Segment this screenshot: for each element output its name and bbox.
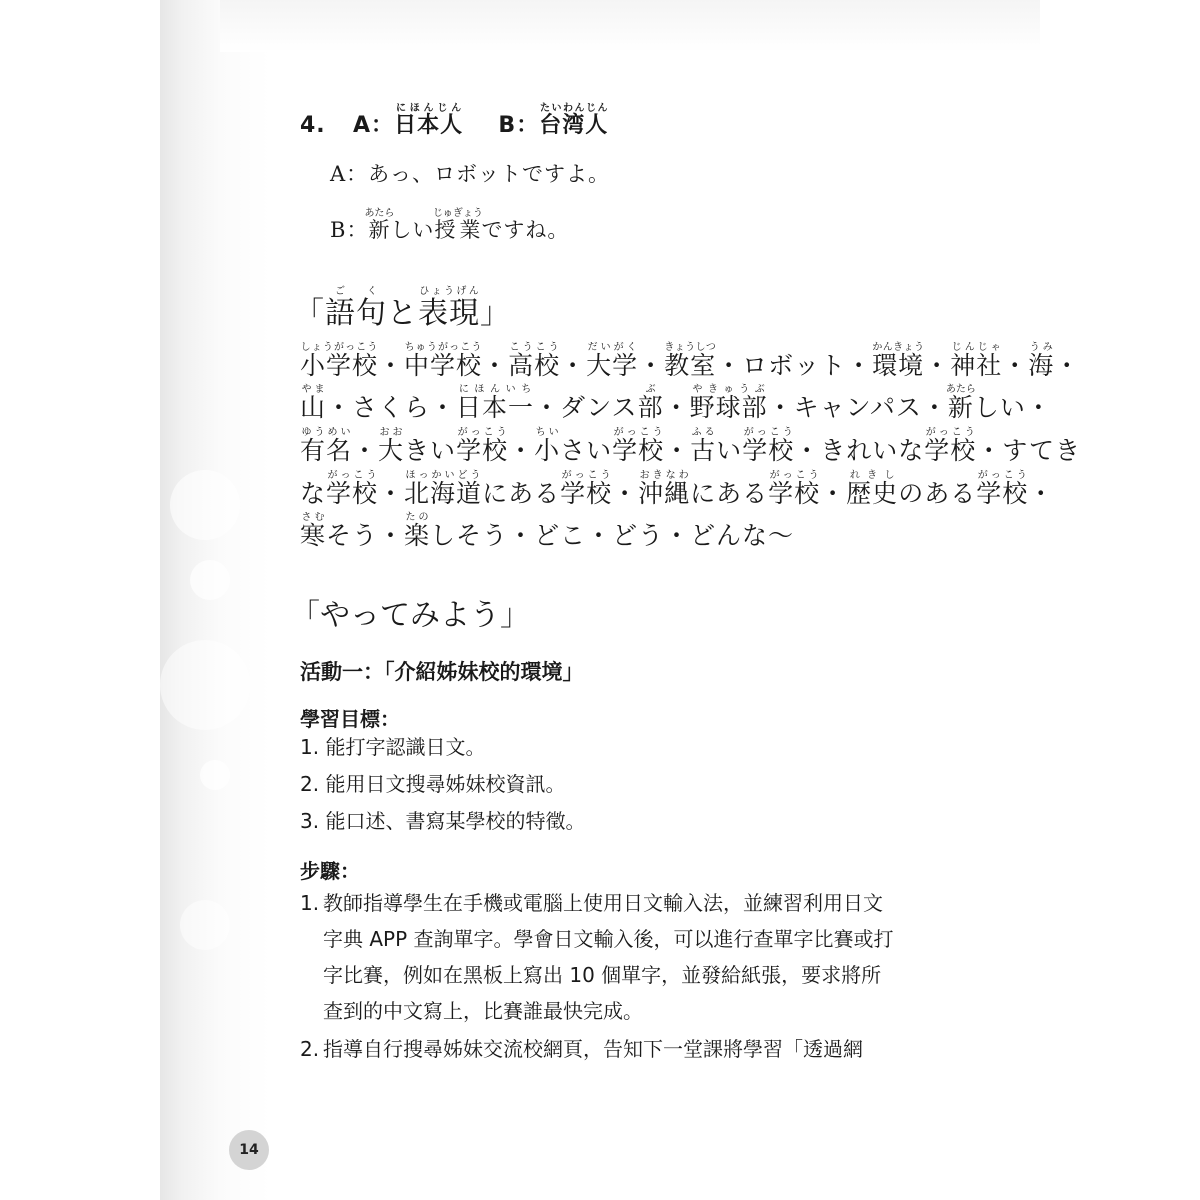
steps-heading: 步驟： <box>300 859 360 883</box>
text-run: ・ <box>1028 479 1055 508</box>
text-run: そう・ <box>326 521 405 550</box>
text-run: ・きれいな <box>794 436 925 465</box>
step-line: 教師指導學生在手機或電腦上使用日文輸入法，並練習利用日文 <box>323 891 883 915</box>
speaker-b-name: 台湾人たいわんじん <box>539 103 609 138</box>
text-run: ・キャンパス・ <box>767 393 948 422</box>
page-content <box>160 0 1081 1200</box>
vocab-line-4 <box>300 470 1054 506</box>
ruby-word: 語句ごく <box>325 286 387 331</box>
step-number: 2. <box>300 1037 320 1061</box>
text-run: ・ <box>612 479 639 508</box>
text-run: のある <box>898 479 977 508</box>
page-sheet <box>160 0 1081 1200</box>
speaker-a-letter: A <box>353 113 372 138</box>
text-run: ・ <box>560 351 587 380</box>
dialogue-line-b: B：新あたらしい授業じゅぎょうですね。 <box>330 208 570 242</box>
dialogue-line-a: A：あっ、ロボットですよ。 <box>330 162 610 186</box>
text-run: ・ <box>352 436 379 465</box>
page-number-badge: 14 <box>229 1130 269 1170</box>
text-run: ・ <box>1054 351 1081 380</box>
step-line: 字典 APP 查詢單字。學會日文輸入後，可以進行查單字比賽或打 <box>323 927 894 951</box>
step-line: 指導自行搜尋姊妹交流校網頁，告知下一堂課將學習「透過網 <box>323 1037 863 1061</box>
ruby-word: 学校がっこう <box>326 470 379 508</box>
text-run: ・すてき <box>976 436 1081 465</box>
text-run: な <box>300 479 327 508</box>
text-run: ・ <box>482 351 509 380</box>
ruby-word: 大おお <box>378 427 405 465</box>
text-run: ・ <box>820 479 847 508</box>
ruby-word: 野球部やきゅうぶ <box>689 384 768 422</box>
ruby-word: 小ちい <box>534 427 561 465</box>
text-run: 」 <box>480 296 511 331</box>
text-run: しい・ <box>973 393 1052 422</box>
goal-item: 3. 能口述、書寫某學校的特徵。 <box>300 809 586 833</box>
text-run: にある <box>482 479 561 508</box>
ruby-word: 新あたら <box>364 208 395 242</box>
speaker-a-name: 日本人にほんじん <box>394 103 464 138</box>
ruby-word: 歴史れきし <box>846 470 899 508</box>
ruby-word: 大学だいがく <box>586 342 639 380</box>
ruby-word: 古ふる <box>690 427 717 465</box>
ruby-word: 沖縄おきなわ <box>638 470 691 508</box>
text-run: ・ダンス <box>534 393 638 422</box>
step-number: 1. <box>300 891 320 915</box>
ruby-word: 日本一にほんいち <box>456 384 535 422</box>
text-run: ・ <box>638 351 665 380</box>
vocab-line-5 <box>300 512 794 548</box>
ruby-word: 学校がっこう <box>768 470 821 508</box>
goal-item: 1. 能打字認識日文。 <box>300 735 486 759</box>
activity-title: 活動一：「介紹姊妹校的環境」 <box>300 660 584 684</box>
text-run: きい <box>404 436 457 465</box>
ruby-word: 有名ゆうめい <box>300 427 353 465</box>
text-run: ・ <box>664 436 691 465</box>
text-run: と <box>387 296 418 331</box>
ruby-word: 海うみ <box>1028 342 1055 380</box>
goals-heading: 學習目標： <box>300 707 400 731</box>
text-run: ・ <box>1002 351 1029 380</box>
ruby-word: 教室きょうしつ <box>664 342 717 380</box>
text-run: ・ <box>378 479 405 508</box>
vocab-line-1 <box>300 342 1080 378</box>
ruby-word: 環境かんきょう <box>872 342 925 380</box>
text-run: しそう・どこ・どう・どんな～ <box>430 521 795 550</box>
ruby-word: 部ぶ <box>637 384 664 422</box>
text-run: ・さくら・ <box>326 393 457 422</box>
goal-item: 2. 能用日文搜尋姊妹校資訊。 <box>300 772 566 796</box>
dialogue-header: 4. A：日本人にほんじん B：台湾人たいわんじん <box>300 103 609 138</box>
ruby-word: 表現ひょうげん <box>418 286 480 331</box>
ruby-word: 高校こうこう <box>508 342 561 380</box>
text-run: ・ <box>508 436 535 465</box>
ruby-word: 寒さむ <box>300 512 327 550</box>
vocab-line-3 <box>300 427 1081 463</box>
text-run: ・ <box>378 351 405 380</box>
text-run: ですね。 <box>481 218 570 242</box>
ruby-word: 学校がっこう <box>456 427 509 465</box>
ruby-word: 山やま <box>300 384 327 422</box>
text-run: ・ <box>663 393 690 422</box>
text-run: しい <box>390 218 435 242</box>
ruby-word: 授業じゅぎょう <box>432 208 483 242</box>
ruby-word: 神社じんじゃ <box>950 342 1003 380</box>
text-run: 「 <box>294 296 325 331</box>
expressions-heading <box>294 286 511 329</box>
ruby-word: 中学校ちゅうがっこう <box>404 342 483 380</box>
ruby-word: 楽たの <box>404 512 431 550</box>
step-line: 字比賽，例如在黑板上寫出 10 個單字，並發給紙張，要求將所 <box>323 963 882 987</box>
ruby-word: 北海道ほっかいどう <box>404 470 483 508</box>
speaker-b-letter: B <box>498 113 517 138</box>
step-line: 查到的中文寫上，比賽誰最快完成。 <box>323 999 643 1023</box>
text-run: にある <box>690 479 769 508</box>
ruby-word: 学校がっこう <box>612 427 665 465</box>
activity-section-heading: 「やってみよう」 <box>290 598 530 633</box>
ruby-word: 小学校しょうがっこう <box>300 342 379 380</box>
ruby-word: 学校がっこう <box>560 470 613 508</box>
ruby-word: 学校がっこう <box>924 427 977 465</box>
dialogue-number: 4. <box>300 113 326 138</box>
ruby-word: 学校がっこう <box>742 427 795 465</box>
ruby-word: 学校がっこう <box>976 470 1029 508</box>
text-run: い <box>716 436 743 465</box>
text-run: ・ <box>924 351 951 380</box>
ruby-word: 新あたら <box>945 384 976 422</box>
text-run: ・ロボット・ <box>716 351 873 380</box>
text-run: さい <box>560 436 613 465</box>
vocab-line-2 <box>300 384 1052 420</box>
